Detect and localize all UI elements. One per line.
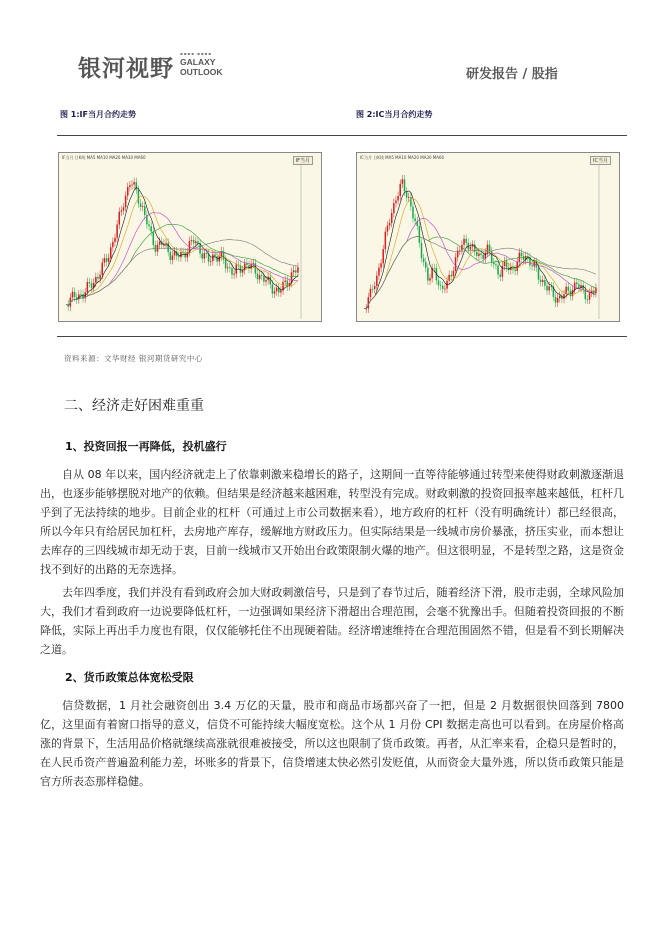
candle-body bbox=[385, 232, 387, 250]
candle-body bbox=[131, 185, 133, 186]
candle-body bbox=[225, 260, 227, 269]
candle-body bbox=[80, 294, 82, 295]
candle-body bbox=[253, 263, 255, 264]
candle-body bbox=[376, 276, 378, 286]
candle-body bbox=[91, 283, 93, 288]
candle-body bbox=[425, 262, 427, 268]
candle-body bbox=[391, 213, 393, 223]
candle-body bbox=[197, 241, 199, 243]
candle-body bbox=[546, 286, 548, 291]
candle-body bbox=[212, 254, 214, 260]
figure-1-chart-canvas bbox=[59, 153, 321, 321]
figure-1-chart-header: IF当月 日K线 MA5 MA10 MA20 MA30 MA60 bbox=[62, 155, 146, 160]
candle-body bbox=[172, 255, 174, 260]
figure-1-chart-tag: IF当月 bbox=[293, 156, 313, 165]
figure-bottom-rule bbox=[57, 336, 627, 337]
candle-body bbox=[399, 184, 401, 196]
candle-body bbox=[99, 275, 101, 279]
candle-body bbox=[293, 270, 295, 272]
candle-body bbox=[370, 289, 372, 297]
candle-body bbox=[297, 267, 299, 272]
candle-body bbox=[159, 242, 161, 245]
candle-body bbox=[568, 287, 570, 291]
candle-body bbox=[514, 269, 516, 271]
candle-body bbox=[153, 231, 155, 245]
moving-average-line bbox=[66, 187, 298, 305]
candle-body bbox=[246, 263, 248, 265]
candle-body bbox=[106, 258, 108, 262]
candle-body bbox=[118, 212, 120, 225]
moving-average-line bbox=[364, 236, 596, 308]
brand-logo-english-line2: OUTLOOK bbox=[180, 67, 223, 77]
candle-body bbox=[284, 280, 286, 281]
candle-body bbox=[487, 245, 489, 253]
brand-logo-dots: ▪▪▪▪ ▪▪▪▪ bbox=[180, 51, 212, 56]
candle-body bbox=[272, 284, 274, 293]
candle-body bbox=[87, 282, 89, 292]
candle-body bbox=[265, 280, 267, 282]
candle-body bbox=[231, 268, 233, 275]
candle-body bbox=[242, 270, 244, 272]
report-type-label: 研发报告 / 股指 bbox=[466, 67, 558, 82]
candle-body bbox=[167, 243, 169, 252]
candle-body bbox=[521, 253, 523, 256]
figure-2-chart-canvas bbox=[357, 153, 619, 321]
candle-body bbox=[455, 257, 457, 271]
candle-body bbox=[419, 226, 421, 243]
candle-body bbox=[276, 288, 278, 292]
figure-1-caption: 图 1:IF当月合约走势 bbox=[60, 110, 136, 119]
candle-body bbox=[108, 258, 110, 262]
candle-body bbox=[104, 258, 106, 262]
candle-body bbox=[551, 286, 553, 287]
candle-body bbox=[101, 263, 103, 275]
candle-body bbox=[110, 247, 112, 258]
candle-body bbox=[395, 201, 397, 204]
figure-source-note: 资料来源：文华财经 银河期货研究中心 bbox=[64, 354, 203, 363]
candle-body bbox=[261, 275, 263, 276]
candle-body bbox=[240, 265, 242, 272]
candle-body bbox=[587, 299, 589, 300]
candle-body bbox=[438, 280, 440, 285]
candle-body bbox=[221, 251, 223, 256]
candle-body bbox=[259, 275, 261, 279]
candle-body bbox=[216, 256, 218, 261]
candle-body bbox=[74, 292, 76, 297]
candle-body bbox=[170, 252, 172, 260]
candle-body bbox=[274, 291, 276, 293]
candle-body bbox=[412, 207, 414, 219]
candle-body bbox=[389, 223, 391, 226]
candle-body bbox=[410, 197, 412, 206]
candle-body bbox=[442, 286, 444, 289]
candle-body bbox=[195, 241, 197, 243]
candle-body bbox=[144, 206, 146, 215]
candle-body bbox=[206, 253, 208, 254]
candle-body bbox=[478, 253, 480, 255]
candle-body bbox=[218, 256, 220, 261]
candle-body bbox=[497, 265, 499, 274]
candle-body bbox=[516, 262, 518, 271]
figure-top-rule bbox=[57, 135, 627, 136]
candle-body bbox=[578, 284, 580, 288]
figure-1-chart bbox=[58, 152, 322, 322]
candle-body bbox=[557, 298, 559, 303]
candle-body bbox=[427, 268, 429, 281]
candle-body bbox=[112, 242, 114, 247]
section-title: 二、经济走好困难重重 bbox=[64, 398, 204, 414]
candle-body bbox=[191, 240, 193, 241]
candle-body bbox=[531, 265, 533, 266]
figure-2-caption: 图 2:IC当月合约走势 bbox=[356, 110, 433, 119]
brand-logo-english-line1: GALAXY bbox=[180, 57, 216, 67]
candle-body bbox=[127, 187, 129, 196]
candle-body bbox=[406, 191, 408, 197]
candle-body bbox=[421, 243, 423, 258]
candle-body bbox=[138, 190, 140, 204]
candle-body bbox=[97, 277, 99, 279]
candle-body bbox=[382, 249, 384, 263]
candle-body bbox=[402, 179, 404, 183]
figure-2-chart-header: IC当月 日K线 MA5 MA10 MA20 MA30 MA60 bbox=[360, 155, 445, 160]
candle-body bbox=[380, 263, 382, 267]
candle-body bbox=[368, 297, 370, 308]
moving-average-line bbox=[66, 224, 298, 305]
moving-average-line bbox=[364, 219, 596, 309]
candle-body bbox=[589, 293, 591, 300]
candle-body bbox=[429, 278, 431, 280]
moving-average-line bbox=[66, 196, 298, 305]
candle-body bbox=[121, 210, 123, 211]
candle-body bbox=[470, 247, 472, 250]
moving-average-line bbox=[66, 213, 298, 306]
candle-body bbox=[563, 294, 565, 299]
candle-body bbox=[165, 243, 167, 244]
brand-logo-text: 银河视野 bbox=[78, 56, 174, 82]
candle-body bbox=[82, 294, 84, 298]
candle-body bbox=[155, 245, 157, 252]
figure-2-chart-tag: IC当月 bbox=[590, 156, 611, 165]
candle-body bbox=[178, 256, 180, 257]
candle-body bbox=[140, 203, 142, 206]
candle-body bbox=[142, 206, 144, 207]
candle-body bbox=[201, 254, 203, 259]
candle-body bbox=[227, 267, 229, 268]
candle-body bbox=[408, 197, 410, 198]
moving-average-line bbox=[364, 236, 596, 308]
candle-body bbox=[210, 261, 212, 262]
candle-body bbox=[233, 274, 235, 275]
candle-body bbox=[150, 226, 152, 231]
candle-body bbox=[129, 185, 131, 187]
candle-body bbox=[116, 224, 118, 237]
candle-body bbox=[434, 268, 436, 269]
candle-body bbox=[72, 292, 74, 298]
subsection-1-paragraph-1: 自从 08 年以来，国内经济就走上了依靠刺激来稳增长的路子，这期间一直等待能够通过转型来使得财政刺激逐渐退出，也逐步能够摆脱对地产的依赖。但结果是经济越来越困难，转型没有完成。财政刺激的投资回报率越来越低，杠杆几乎到了无法持续的地步。目前企业的杠杆（可通过上市公司数据来看），地方政府的杠杆（没有明确统计）都已经很高，所以今年只有给居民加杠杆，去房地产库存，缓解地方财政压力。但实际结果是一线城市房价暴涨，挤压实业，而本想让去库存的三四线城市却无动于衷，目前一线城市又开始出台政策限制火爆的地产。但这很明显，不是转型之路，这是资金找不到好的出路的无奈选择。 bbox=[40, 468, 624, 576]
candle-body bbox=[89, 282, 91, 283]
candle-body bbox=[493, 262, 495, 264]
candle-body bbox=[451, 275, 453, 277]
candle-body bbox=[463, 239, 465, 245]
candle-body bbox=[555, 297, 557, 303]
candle-body bbox=[229, 267, 231, 268]
candle-body bbox=[387, 226, 389, 232]
candle-body bbox=[133, 182, 135, 184]
candle-body bbox=[114, 238, 116, 242]
moving-average-line bbox=[66, 240, 298, 306]
candle-body bbox=[193, 240, 195, 243]
subsection-2-heading: 2、货币政策总体宽松受限 bbox=[65, 671, 194, 684]
candle-body bbox=[444, 289, 446, 290]
candle-body bbox=[378, 268, 380, 276]
candle-body bbox=[372, 289, 374, 290]
brand-logo-english bbox=[180, 57, 223, 77]
candle-body bbox=[374, 286, 376, 289]
candle-body bbox=[157, 245, 159, 252]
candle-body bbox=[214, 254, 216, 256]
candle-body bbox=[440, 285, 442, 286]
candle-body bbox=[263, 276, 265, 282]
candle-body bbox=[476, 252, 478, 256]
candle-body bbox=[480, 253, 482, 254]
candle-body bbox=[204, 253, 206, 258]
candle-body bbox=[257, 274, 259, 280]
candle-body bbox=[270, 277, 272, 285]
candle-body bbox=[393, 203, 395, 213]
figure-2-chart bbox=[356, 152, 620, 322]
candle-body bbox=[576, 283, 578, 285]
candle-body bbox=[538, 268, 540, 280]
candle-body bbox=[180, 252, 182, 257]
candle-body bbox=[414, 218, 416, 221]
candle-body bbox=[397, 196, 399, 201]
candle-body bbox=[295, 270, 297, 272]
candle-body bbox=[174, 251, 176, 255]
candle-body bbox=[148, 224, 150, 226]
candle-body bbox=[542, 280, 544, 282]
candle-body bbox=[280, 290, 282, 292]
subsection-1-paragraph-2: 去年四季度，我们并没有看到政府会加大财政刺激信号，只是到了春节过后，随着经济下滑，股市走弱，全球风险加大，我们才看到政府一边说要降低杠杆，一边强调如果经济下滑超出合理范围，会毫不犹豫出手。但随着投资回报的不断降低，实际上再出手力度也有限，仅仅能够托住不出现硬着陆。经济增速维持在合理范围固然不错，但是看不到长期解决之道。 bbox=[40, 586, 624, 656]
candle-body bbox=[95, 277, 97, 283]
candle-body bbox=[523, 256, 525, 260]
candle-body bbox=[499, 275, 501, 277]
candle-body bbox=[544, 280, 546, 286]
candle-body bbox=[495, 264, 497, 265]
candle-body bbox=[489, 245, 491, 252]
candle-body bbox=[423, 258, 425, 262]
candle-body bbox=[465, 239, 467, 243]
candle-body bbox=[540, 280, 542, 282]
subsection-1-heading: 1、投资回报一再降低，投机盛行 bbox=[65, 440, 227, 453]
candle-body bbox=[559, 296, 561, 298]
candle-body bbox=[548, 286, 550, 290]
candle-body bbox=[125, 196, 127, 208]
subsection-2-paragraph-1: 信贷数据，1 月社会融资创出 3.4 万亿的天量，股市和商品市场都兴奋了一把，但是 2 月数据很快回落到 7800 亿，这里面有着窗口指导的意义，信贷不可能持续大幅度宽松。这个从 1 月份 CPI 数据走高也可以看到。在房屋价格高涨的背景下，生活用品价格就继续高涨就很难被接受，所以这也限制了货币政策。再者，从汇率来看，企稳只是暂时的，在人民币资产普遍盈利能力差，坏账多的背景下，信贷增速太快必然引发贬值，从而资金大量外逃，所以货币政策只能是官方所表态那样稳健。 bbox=[40, 699, 624, 788]
candle-body bbox=[123, 207, 125, 210]
candle-body bbox=[482, 255, 484, 259]
candle-body bbox=[453, 271, 455, 276]
candle-body bbox=[404, 179, 406, 191]
